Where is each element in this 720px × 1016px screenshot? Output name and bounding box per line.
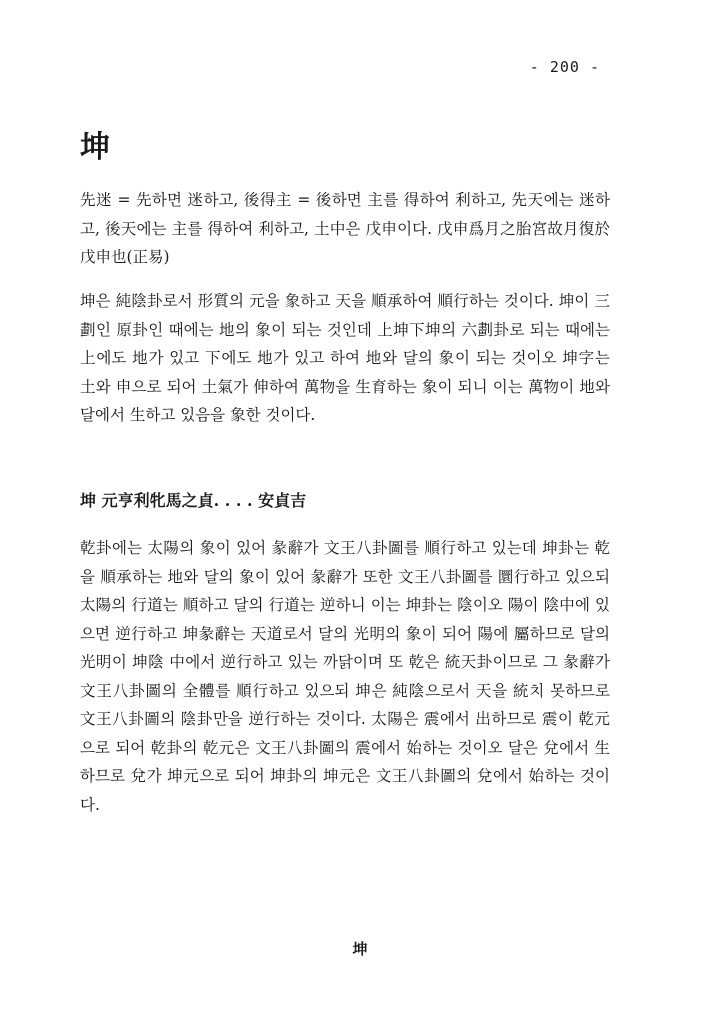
paragraph-1: 先迷 = 先하면 迷하고, 後得主 = 後하면 主를 得하여 利하고, 先天에는 迷하고, 後天에는 主를 得하여 利하고, 土中은 戊申이다. 戊申爲月之胎宮故月復於戊申也(正易) [80,191,610,266]
paragraph-3: 乾卦에는 太陽의 象이 있어 彖辭가 文王八卦圖를 順行하고 있는데 坤卦는 乾을 順承하는 地와 달의 象이 있어 彖辭가 또한 文王八卦圖를 圜行하고 있으되 太陽의 行道는 順하고 달의 行道는 逆하니 이는 坤卦는 陰이오 陽이 陰中에 있으면 逆行하고 坤彖辭는 天道로서 달의 光明의 象이 되어 陽에 屬하므로 달의 光明이 坤陰 中에서 逆行하고 있는 까닭이며 또 乾은 統天卦이므로 그 彖辭가 文王八卦圖의 全體를 順行하고 있으되 坤은 純陰으로서 天을 統치 못하므로 文王八卦圖의 陰卦만을 逆行하는 것이다. 太陽은 震에서 出하므로 震이 乾元으로 되어 乾卦의 乾元은 文王八卦圖의 震에서 始하는 것이오 달은 兌에서 生하므로 兌가 坤元으로 되어 坤卦의 坤元은 文王八卦圖의 兌에서 始하는 것이다. [80,539,610,814]
page-number: - 200 - [529,58,600,76]
section-heading: 坤 元亨利牝馬之貞. . . . 安貞吉 [80,491,307,510]
page-title: 坤 [80,130,110,165]
paragraph-2: 坤은 純陰卦로서 形質의 元을 象하고 天을 順承하여 順行하는 것이다. 坤이 三劃인 原卦인 때에는 地의 象이 되는 것인데 上坤下坤의 六劃卦로 되는 때에는 上에도 地가 있고 下에도 地가 있고 하여 地와 달의 象이 되는 것이오 坤字는 土와 申으로 되어 土氣가 伸하여 萬物을 生育하는 象이 되니 이는 萬物이 地와 달에서 生하고 있음을 象한 것이다. [80,292,610,424]
page-footer: 坤 [352,940,368,958]
